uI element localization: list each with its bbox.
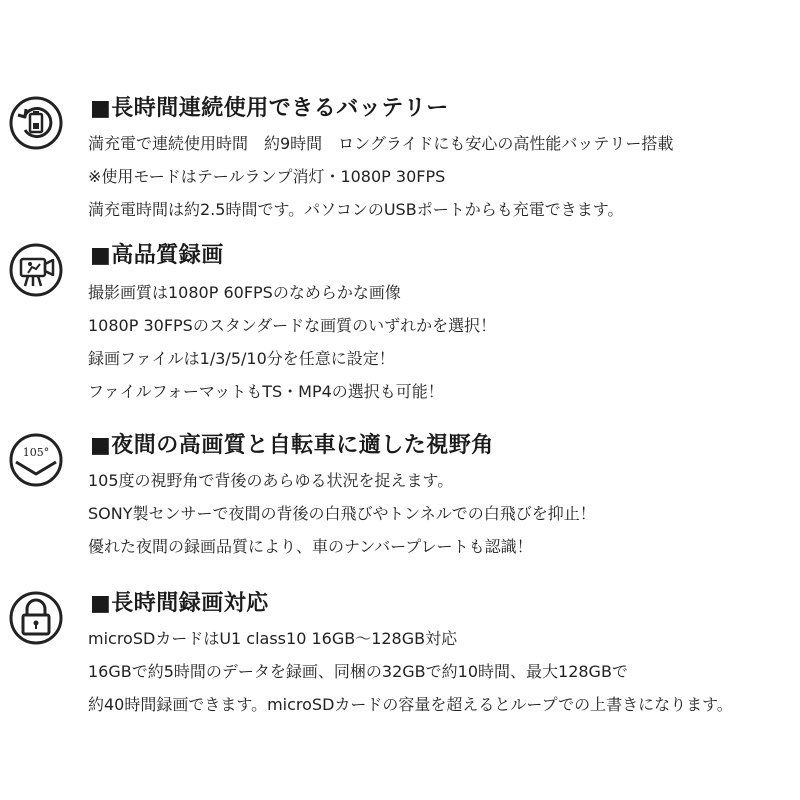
lock-icon: [8, 590, 64, 646]
text-line: 満充電時間は約2.5時間です。パソコンのUSBポートからも充電できます。: [88, 200, 624, 219]
section-title: ■長時間録画対応: [90, 591, 269, 616]
text-line: 満充電で連続使用時間 約9時間 ロングライドにも安心の高性能バッテリー搭載: [88, 134, 674, 153]
text-line: 約40時間録画できます。microSDカードの容量を超えるとループでの上書きになります。: [88, 695, 733, 714]
text-line: ※使用モードはテールランプ消灯・1080P 30FPS: [88, 167, 446, 186]
video-recording-icon: [8, 242, 64, 298]
battery-cycle-icon: [8, 95, 64, 151]
section-title: ■高品質録画: [90, 243, 224, 268]
viewing-angle-icon: [8, 432, 64, 488]
text-line: ファイルフォーマットもTS・MP4の選択も可能！: [88, 382, 444, 401]
text-line: 105度の視野角で背後のあらゆる状況を捉えます。: [88, 471, 454, 490]
text-line: 録画ファイルは1/3/5/10分を任意に設定！: [88, 349, 395, 368]
angle-label: 105°: [22, 446, 50, 459]
text-line: microSDカードはU1 class10 16GB～128GB対応: [88, 629, 458, 648]
text-line: 優れた夜間の録画品質により、車のナンバープレートも認識！: [88, 537, 533, 556]
text-line: 1080P 30FPSのスタンダードな画質のいずれかを選択！: [88, 316, 497, 335]
section-title: ■長時間連続使用できるバッテリー: [90, 96, 449, 121]
section-title: ■夜間の高画質と自転車に適した視野角: [90, 433, 494, 458]
text-line: SONY製センサーで夜間の背後の白飛びやトンネルでの白飛びを抑止！: [88, 504, 596, 523]
text-line: 撮影画質は1080P 60FPSのなめらかな画像: [88, 283, 401, 302]
text-line: 16GBで約5時間のデータを録画、同梱の32GBで約10時間、最大128GBで: [88, 662, 628, 681]
